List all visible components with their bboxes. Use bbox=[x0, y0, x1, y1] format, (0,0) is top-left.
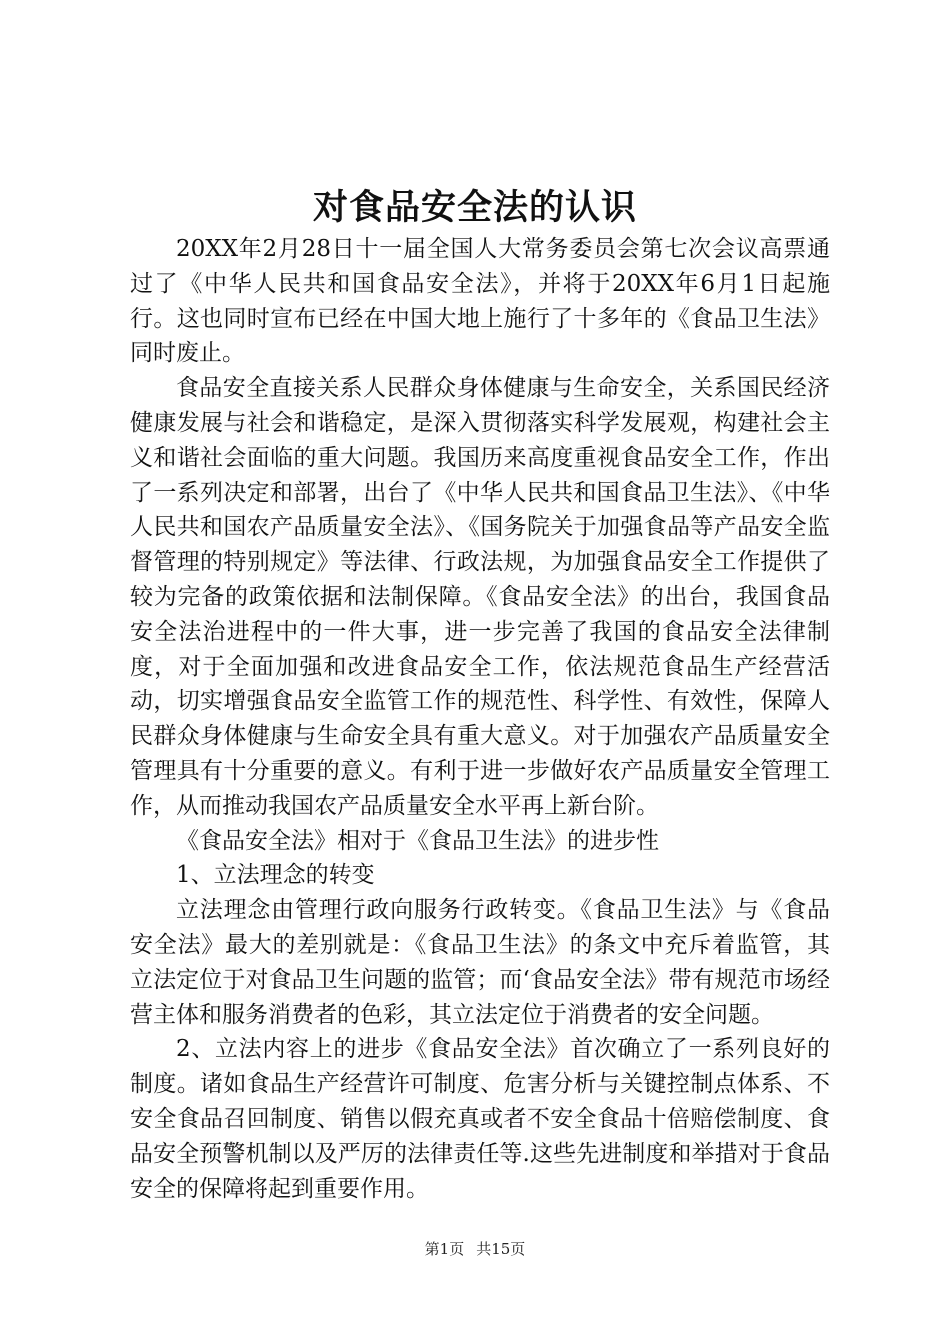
page-footer bbox=[0, 1238, 950, 1260]
subsection-heading-1: 1、立法理念的转变 bbox=[176, 862, 375, 889]
page-total: 共15页 bbox=[476, 1240, 526, 1258]
page-number: 第1页 bbox=[424, 1240, 465, 1258]
document-body bbox=[130, 232, 830, 1206]
paragraph-intro: 20XX年2月28日十一届全国人大常务委员会第七次会议高票通过了《中华人民共和国食品安全法》，并将于20XX年6月1日起施行。这也同时宣布已经在中国大地上施行了十多年的《食品卫生法》同时废止。 bbox=[130, 236, 830, 367]
paragraph-legislative-concept: 立法理念由管理行政向服务行政转变。《食品卫生法》与《食品安全法》最大的差别就是：《食品卫生法》的条文中充斥着监管，其立法定位于对食品卫生问题的监管；而‘食品安全法》带有规范市场经营主体和服务消费者的色彩，其立法定位于消费者的安全问题。 bbox=[130, 897, 830, 1028]
paragraph-importance: 食品安全直接关系人民群众身体健康与生命安全，关系国民经济健康发展与社会和谐稳定，是深入贯彻落实科学发展观，构建社会主义和谐社会面临的重大问题。我国历来高度重视食品安全工作，作出了一系列决定和部署，出台了《中华人民共和国食品卫生法》、《中华人民共和国农产品质量安全法》、《国务院关于加强食品等产品安全监督管理的特别规定》等法律、行政法规，为加强食品安全工作提供了较为完备的政策依据和法制保障。《食品安全法》的出台，我国食品安全法治进程中的一件大事，进一步完善了我国的食品安全法律制度，对于全面加强和改进食品安全工作，依法规范食品生产经营活动，切实增强食品安全监管工作的规范性、科学性、有效性，保障人民群众身体健康与生命安全具有重大意义。对于加强农产品质量安全管理具有十分重要的意义。有利于进一步做好农产品质量安全管理工作，从而推动我国农产品质量安全水平再上新台阶。 bbox=[130, 375, 830, 819]
paragraph-legislative-content: 2、立法内容上的进步《食品安全法》首次确立了一系列良好的制度。诸如食品生产经营许可制度、危害分析与关键控制点体系、不安全食品召回制度、销售以假充真或者不安全食品十倍赔偿制度、食品安全预警机制以及严厉的法律责任等.这些先进制度和举措对于食品安全的保障将起到重要作用。 bbox=[130, 1036, 830, 1202]
document-title: 对食品安全法的认识 bbox=[312, 187, 637, 228]
section-heading-progress: 《食品安全法》相对于《食品卫生法》的进步性 bbox=[176, 827, 659, 854]
